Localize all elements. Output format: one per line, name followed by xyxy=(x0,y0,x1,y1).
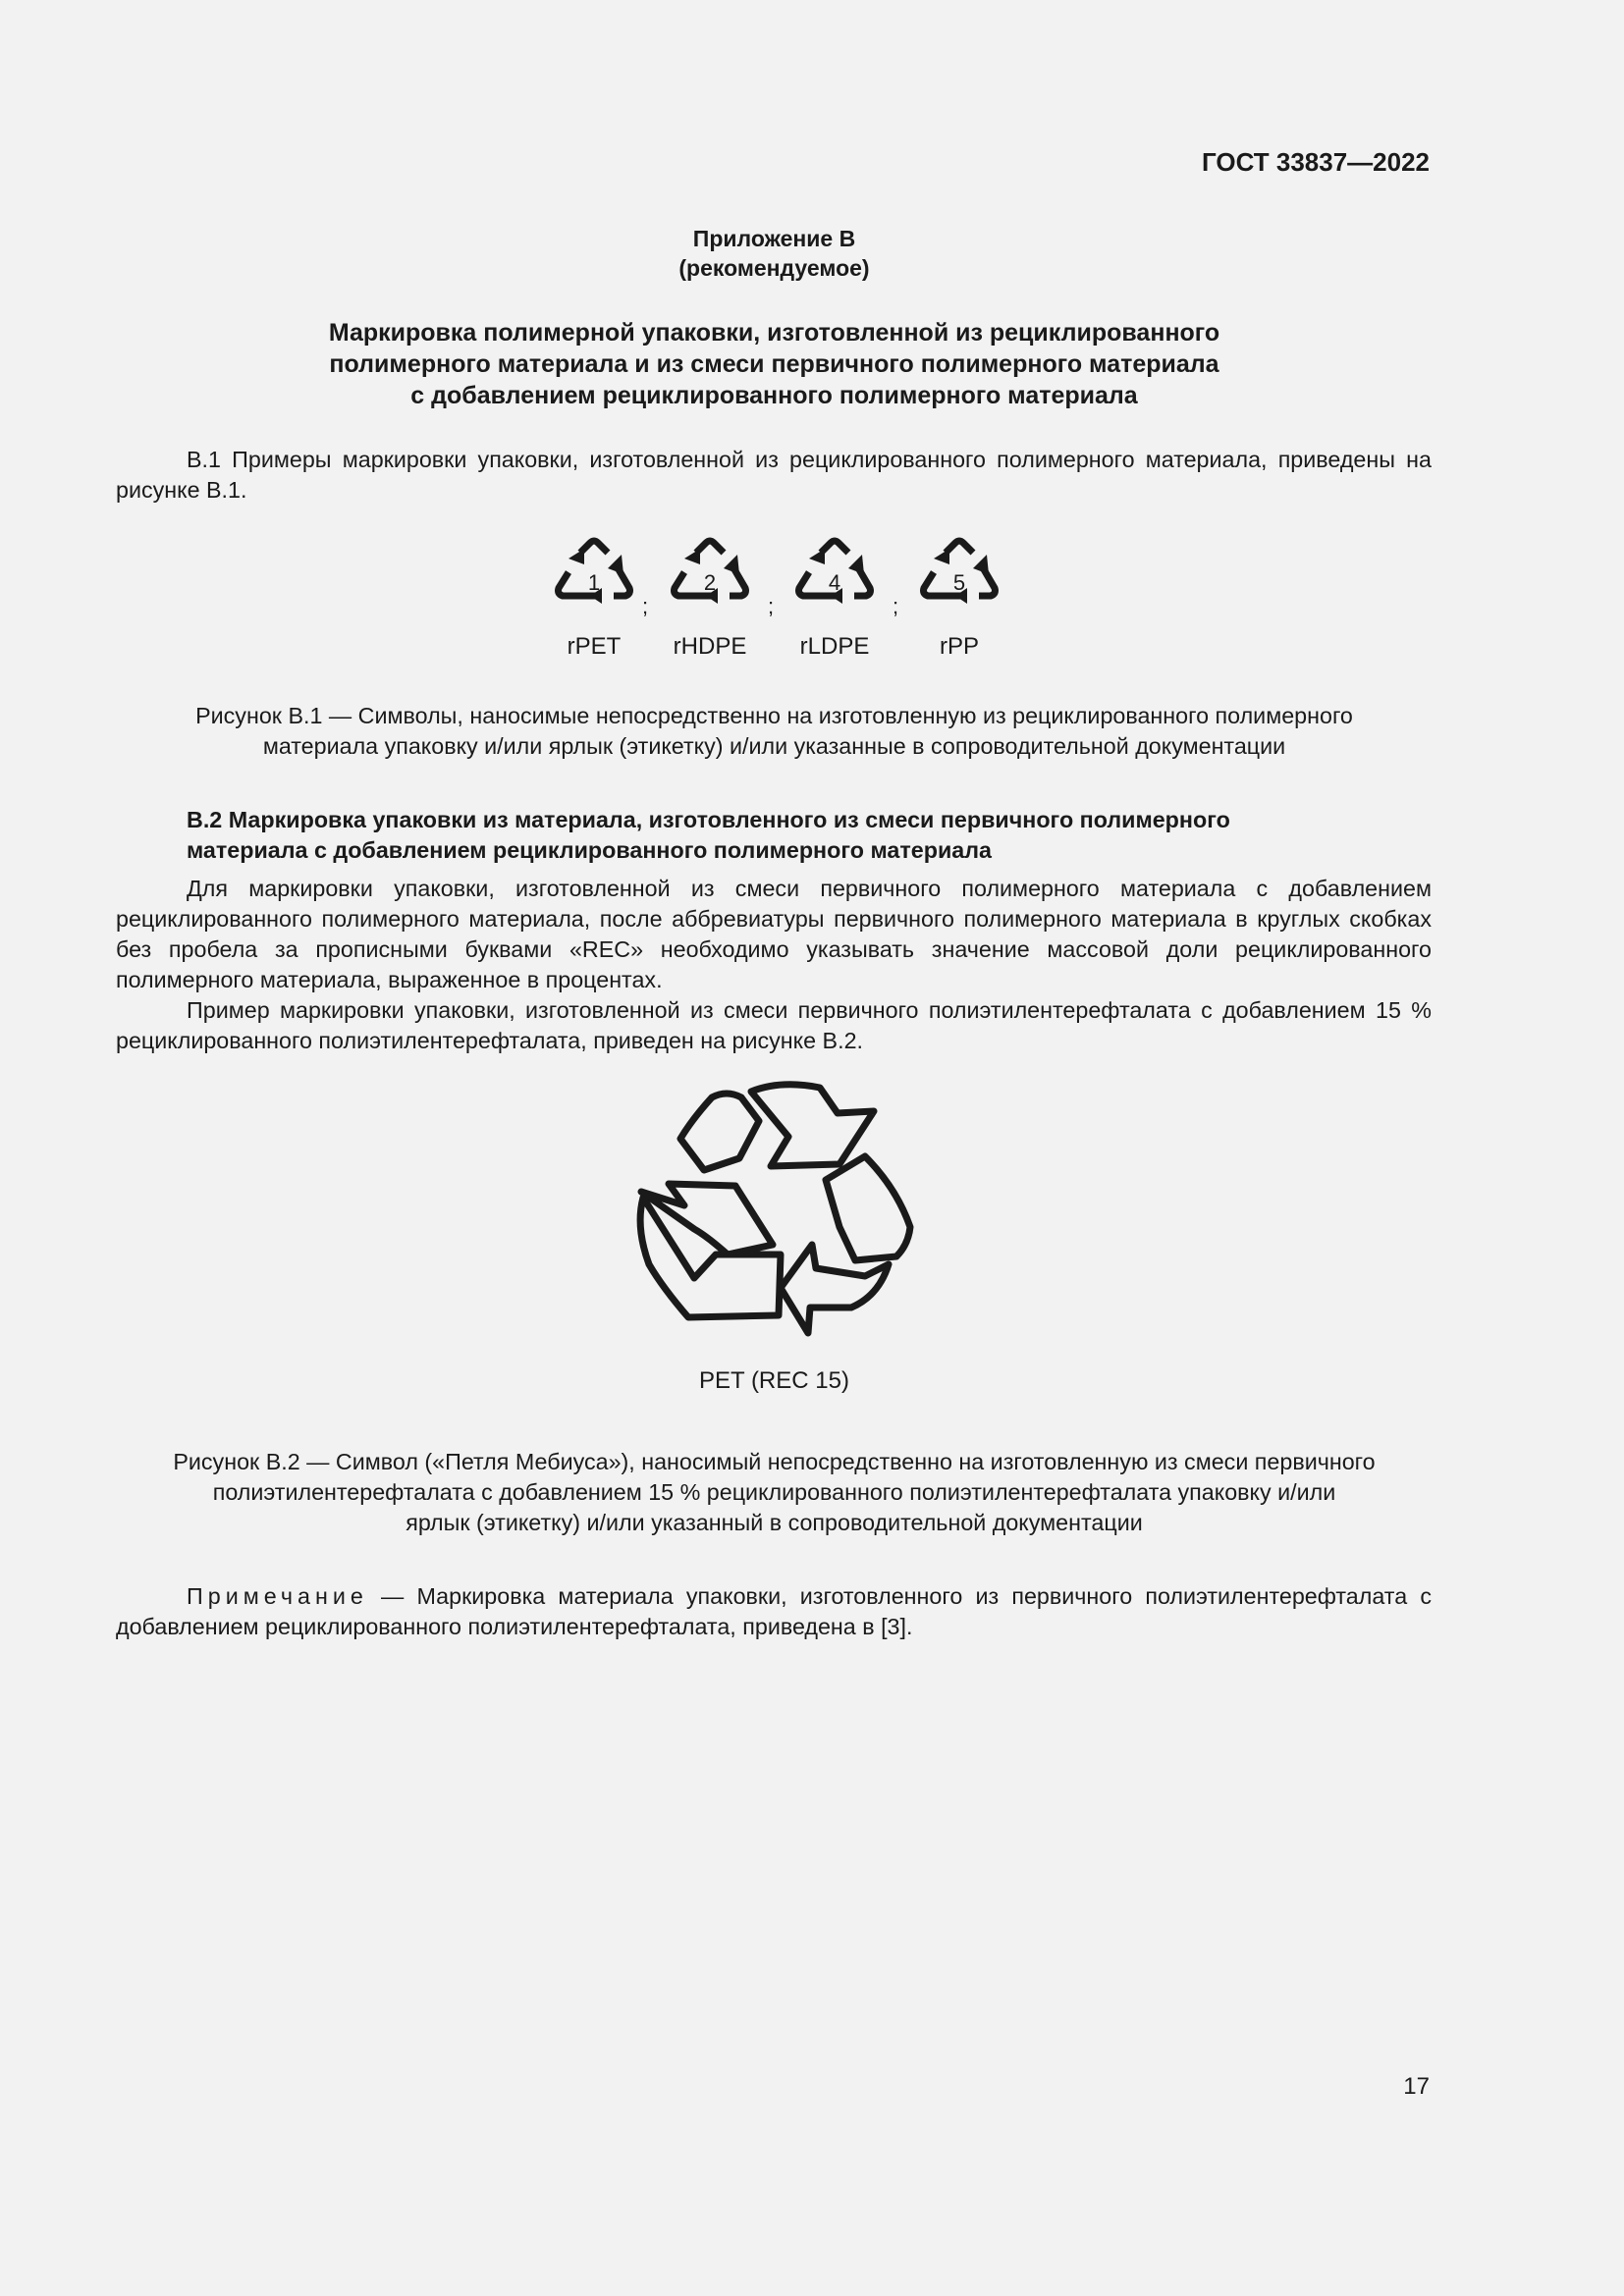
section-b1-text: В.1 Примеры маркировки упаковки, изготовленной из рециклированного полимерного материала, приведены на рисунке В.1. xyxy=(116,447,1432,503)
note-dash: — xyxy=(367,1583,417,1609)
section-b2-para1-text: Для маркировки упаковки, изготовленной из смеси первичного полимерного материала с добавлением рециклированного полимерного материала, после аббревиатуры первичного полимерного материала в круглых скобках без пробела за прописными буквами «REC» необходимо указывать значение массовой доли рециклированного полимерного материала, выраженное в процентах. xyxy=(116,876,1432,992)
page-number: 17 xyxy=(1403,2073,1430,2100)
section-b2-paragraph-2 xyxy=(116,995,1432,1056)
symbol-separator: ; xyxy=(893,594,899,618)
section-b2-heading-line-2: материала с добавлением рециклированного полимерного материала xyxy=(187,837,992,863)
resin-code-label: rPP xyxy=(939,633,979,660)
recycle-symbol-rpp xyxy=(905,535,1013,660)
section-b2-paragraph-1 xyxy=(116,874,1432,995)
figure-b2-caption-line-1: Рисунок В.2 — Символ («Петля Мебиуса»), наносимый непосредственно на изготовленную из смеси первичного xyxy=(173,1449,1376,1474)
figure-b2-caption-line-3: ярлык (этикетку) и/или указанный в сопроводительной документации xyxy=(406,1510,1143,1535)
appendix-title: Приложение В xyxy=(692,226,856,251)
recycle-symbol-rpet xyxy=(540,535,648,660)
resin-code-number: 1 xyxy=(587,570,601,595)
figure-b1-caption-line-2: материала упаковку и/или ярлык (этикетку) и/или указанные в сопроводительной документации xyxy=(262,733,1286,759)
figure-b1-caption xyxy=(0,701,1548,762)
title-line-3: с добавлением рециклированного полимерного материала xyxy=(410,382,1138,409)
resin-code-number: 5 xyxy=(952,570,966,595)
section-b2-heading xyxy=(187,805,1365,866)
figure-b2-caption xyxy=(0,1447,1548,1538)
section-b2-para2-text: Пример маркировки упаковки, изготовленной из смеси первичного полиэтилентерефталата с добавлением 15 % рециклированного полиэтилентерефталата, приведен на рисунке В.2. xyxy=(116,997,1432,1053)
symbol-separator: ; xyxy=(642,594,649,618)
note xyxy=(116,1581,1432,1642)
symbol-separator: ; xyxy=(768,594,775,618)
mobius-loop-icon xyxy=(633,1080,918,1355)
note-text: Маркировка материала упаковки, изготовленного из первичного полиэтилентерефталата с добавлением рециклированного полиэтилентерефталата, приведена в [3]. xyxy=(116,1583,1432,1639)
figure-b1-caption-line-1: Рисунок В.1 — Символы, наносимые непосредственно на изготовленную из рециклированного полимерного xyxy=(195,703,1353,728)
resin-code-number: 2 xyxy=(703,570,717,595)
appendix-type: (рекомендуемое) xyxy=(678,255,870,281)
note-label: Примечание xyxy=(187,1583,368,1609)
mobius-label: PET (REC 15) xyxy=(699,1367,849,1394)
resin-code-label: rLDPE xyxy=(799,633,870,660)
figure-b1 xyxy=(540,535,1011,672)
standard-code: ГОСТ 33837—2022 xyxy=(1202,147,1430,177)
section-b2-heading-line-1: В.2 Маркировка упаковки из материала, изготовленного из смеси первичного полимерного xyxy=(187,807,1230,832)
resin-code-number: 4 xyxy=(828,570,841,595)
section-b1-paragraph xyxy=(116,445,1432,506)
figure-b2-caption-line-2: полиэтилентерефталата с добавлением 15 % рециклированного полиэтилентерефталата упаковку и/или xyxy=(212,1479,1336,1505)
page-title xyxy=(0,317,1548,411)
resin-code-label: rPET xyxy=(567,633,622,660)
title-line-1: Маркировка полимерной упаковки, изготовленной из рециклированного xyxy=(328,319,1220,347)
resin-code-label: rHDPE xyxy=(673,633,747,660)
title-line-2: полимерного материала и из смеси первичного полимерного материала xyxy=(329,350,1219,378)
appendix-heading xyxy=(0,224,1548,283)
recycle-symbol-rhdpe xyxy=(656,535,764,660)
recycle-symbol-rldpe xyxy=(781,535,889,660)
